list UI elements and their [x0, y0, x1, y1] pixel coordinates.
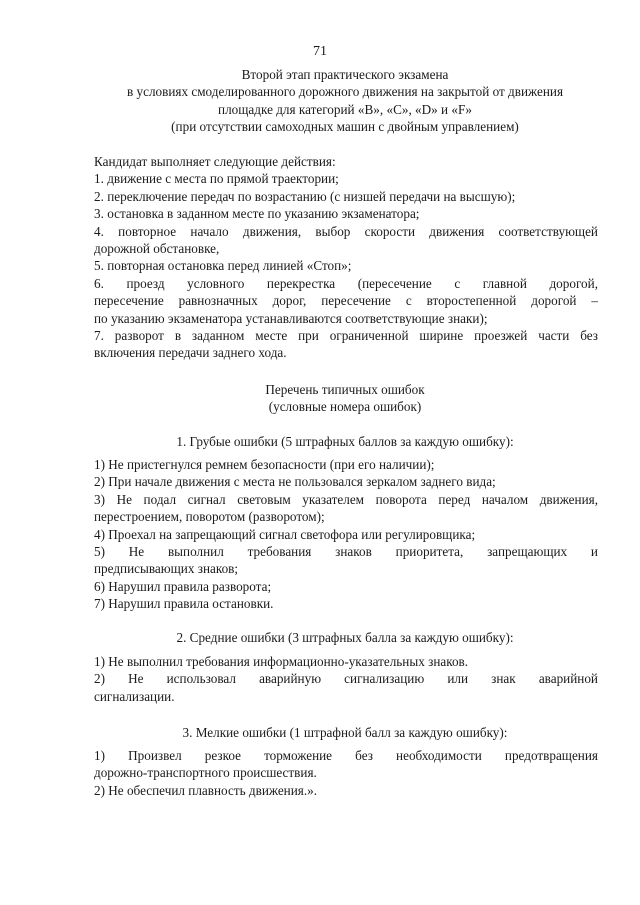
- gross-errors-heading: 1. Грубые ошибки (5 штрафных баллов за каждую ошибку):: [176, 434, 514, 449]
- error-line: 4) Проехал на запрещающий сигнал светофора или регулировщика;: [94, 526, 476, 542]
- error-line: 1) Не пристегнулся ремнем безопасности (при его наличии);: [94, 457, 435, 472]
- action-line: 3. остановка в заданном месте по указанию экзаменатора;: [94, 206, 420, 222]
- error-line: 2) Не обеспечил плавность движения.».: [94, 782, 318, 798]
- error-line: 3) Не подал сигнал световым указателем поворота перед началом движения,: [94, 491, 598, 507]
- candidate-intro: Кандидат выполняет следующие действия:: [94, 154, 336, 169]
- section-heading: Перечень типичных ошибок: [265, 382, 425, 397]
- section-subheading: (условные номера ошибок): [268, 399, 422, 415]
- action-line: включения передачи заднего хода.: [94, 345, 287, 361]
- action-line: 5. повторная остановка перед линией «Стоп»;: [94, 258, 352, 274]
- error-line: 2) При начале движения с места не пользовался зеркалом заднего вида;: [94, 474, 496, 490]
- error-line: дорожно-транспортного происшествия.: [94, 765, 317, 781]
- error-line: сигнализации.: [94, 688, 175, 704]
- action-line: 7. разворот в заданном месте при ограниченной ширине проезжей части без: [94, 328, 598, 344]
- minor-errors-list: [94, 747, 598, 799]
- document-title: [60, 66, 630, 135]
- error-line: 5) Не выполнил требования знаков приоритета, запрещающих и: [94, 544, 598, 560]
- errors-heading: [60, 381, 630, 416]
- page-number: 71: [313, 44, 327, 59]
- gross-errors-list: [94, 456, 598, 613]
- medium-errors-heading: 2. Средние ошибки (3 штрафных балла за каждую ошибку):: [176, 630, 514, 645]
- candidate-actions: [94, 153, 598, 362]
- title-line: Второй этап практического экзамена: [241, 67, 449, 82]
- error-line: 7) Нарушил правила остановки.: [94, 596, 274, 612]
- action-line: дорожной обстановке,: [94, 241, 220, 257]
- action-line: 1. движение с места по прямой траектории;: [94, 171, 339, 187]
- error-line: 1) Произвел резкое торможение без необходимости предотвращения: [94, 748, 598, 763]
- error-line: 6) Нарушил правила разворота;: [94, 578, 272, 594]
- action-line: пересечение равнозначных дорог, пересечение с второстепенной дорогой –: [94, 293, 598, 309]
- error-line: 2) Не использовал аварийную сигнализацию или знак аварийной: [94, 671, 598, 687]
- action-line: 6. проезд условного перекрестка (пересечение с главной дорогой,: [94, 275, 598, 291]
- action-line: по указанию экзаменатора устанавливаются соответствующие знаки);: [94, 310, 488, 326]
- title-line: площадке для категорий «В», «С», «D» и «F»: [218, 101, 472, 117]
- minor-errors-heading: 3. Мелкие ошибки (1 штрафной балл за каждую ошибку):: [182, 725, 508, 740]
- action-line: 4. повторное начало движения, выбор скорости движения соответствующей: [94, 223, 598, 239]
- error-line: предписывающих знаков;: [94, 561, 239, 577]
- error-line: 1) Не выполнил требования информационно-указательных знаков.: [94, 654, 469, 669]
- title-line: в условиях смоделированного дорожного движения на закрытой от движения: [126, 84, 564, 100]
- title-line: (при отсутствии самоходных машин с двойным управлением): [171, 118, 519, 134]
- error-line: перестроением, поворотом (разворотом);: [94, 509, 325, 525]
- medium-errors-list: [94, 653, 598, 705]
- action-line: 2. переключение передач по возрастанию (с низшей передачи на высшую);: [94, 188, 516, 204]
